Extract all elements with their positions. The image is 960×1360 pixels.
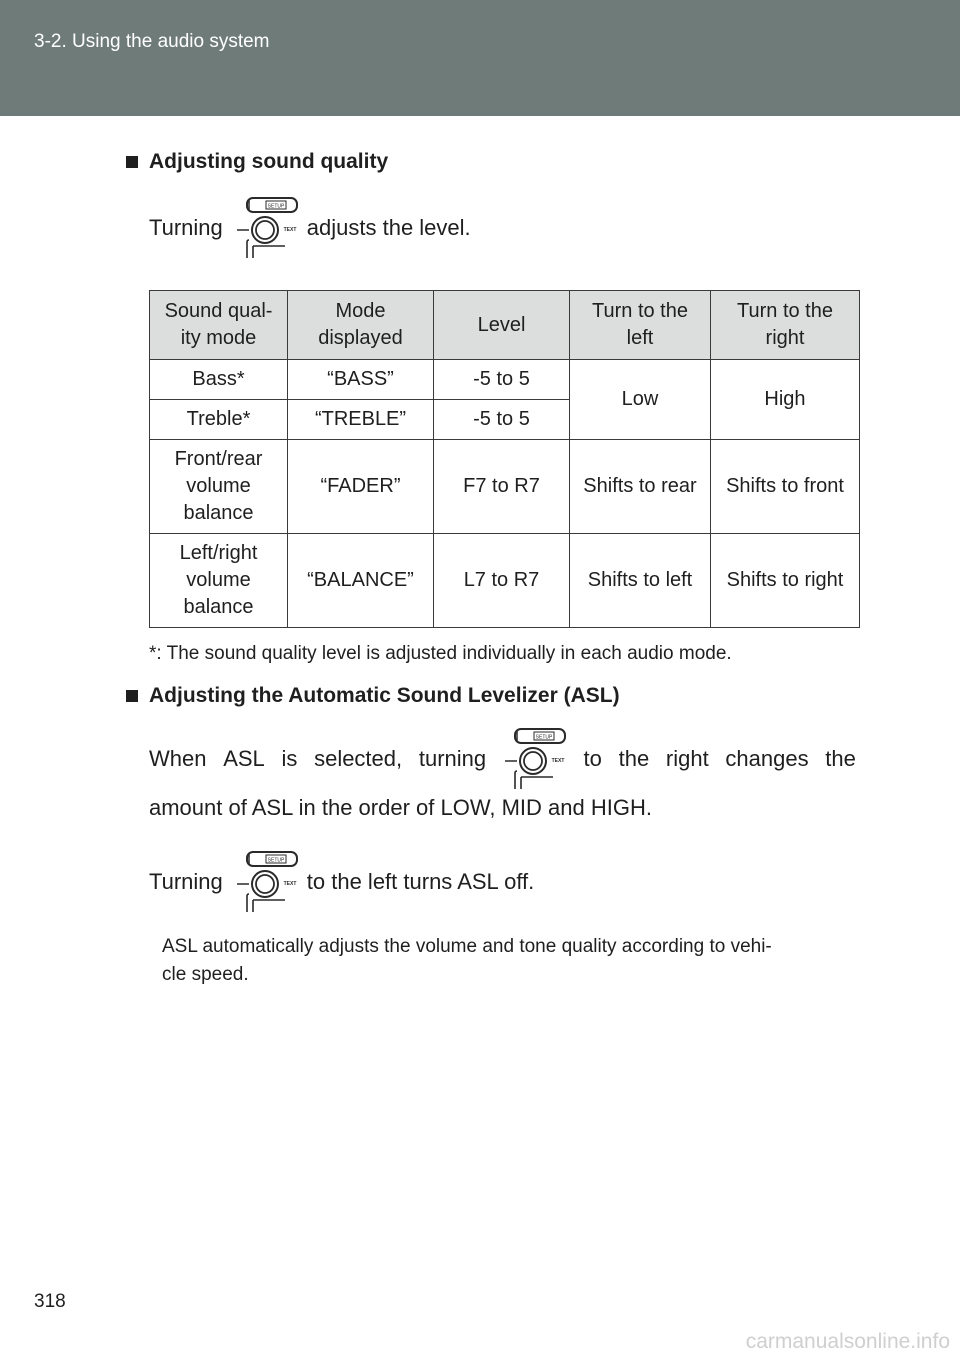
word: the	[825, 746, 856, 771]
turning-prefix: Turning	[149, 215, 223, 240]
table-cell-merged: Low	[570, 360, 711, 440]
table-cell: Shifts to rear	[570, 440, 711, 534]
word: changes	[725, 746, 809, 771]
turning-prefix: Turning	[149, 869, 223, 894]
sound-quality-table	[149, 290, 860, 628]
table-cell: “FADER”	[288, 440, 434, 534]
table-cell: -5 to 5	[434, 400, 570, 440]
turning-suffix: to the left turns ASL off.	[306, 869, 535, 894]
word: the	[618, 746, 650, 771]
table-cell: Shifts to front	[711, 440, 860, 534]
word: right	[665, 746, 709, 771]
tune-knob-icon	[235, 196, 299, 260]
heading-text: Adjusting the Automatic Sound Levelizer (ASL)	[149, 684, 620, 707]
heading-text: Adjusting sound quality	[149, 150, 389, 173]
table-cell: “TREBLE”	[288, 400, 434, 440]
square-bullet-icon	[126, 156, 138, 168]
table-cell-merged: High	[711, 360, 860, 440]
table-footnote: *: The sound quality level is adjusted individually in each audio mode.	[149, 643, 732, 664]
page-number: 318	[34, 1291, 66, 1312]
square-bullet-icon	[126, 690, 138, 702]
turning-suffix: adjusts the level.	[306, 215, 471, 240]
asl-line-2: amount of ASL in the order of LOW, MID and HIGH.	[149, 795, 652, 820]
watermark: carmanualsonline.info	[745, 1330, 950, 1353]
tune-knob-icon	[503, 727, 567, 791]
section-heading-asl	[126, 684, 620, 708]
table-cell: -5 to 5	[434, 360, 570, 400]
table-row	[150, 534, 860, 628]
table-cell: Shifts to left	[570, 534, 711, 628]
table-row	[150, 360, 860, 400]
header-title: 3-2. Using the audio system	[34, 31, 270, 52]
column-header: Sound qual- ity mode	[150, 291, 288, 360]
asl-off-instruction	[149, 850, 534, 914]
word: to	[583, 746, 602, 771]
word: selected,	[314, 746, 403, 771]
table-cell: Front/rear volume balance	[150, 440, 288, 534]
column-header: Turn to the right	[711, 291, 860, 360]
table-cell: Bass*	[150, 360, 288, 400]
word: turning	[418, 746, 487, 771]
table-cell: F7 to R7	[434, 440, 570, 534]
word: ASL	[223, 746, 265, 771]
column-header: Mode displayed	[288, 291, 434, 360]
table-cell: Shifts to right	[711, 534, 860, 628]
table-header-row	[150, 291, 860, 360]
table-cell: L7 to R7	[434, 534, 570, 628]
table-cell: “BASS”	[288, 360, 434, 400]
asl-line-1	[149, 727, 856, 791]
turning-instruction	[149, 196, 471, 260]
word: is	[281, 746, 298, 771]
table-cell: Treble*	[150, 400, 288, 440]
table-cell: “BALANCE”	[288, 534, 434, 628]
word: When	[149, 746, 207, 771]
column-header: Turn to the left	[570, 291, 711, 360]
section-heading-sound-quality	[126, 150, 388, 174]
asl-note: ASL automatically adjusts the volume and tone quality according to vehi- cle speed.	[162, 936, 772, 985]
page-header	[0, 0, 960, 116]
table-row	[150, 440, 860, 534]
tune-knob-icon	[235, 850, 299, 914]
column-header: Level	[434, 291, 570, 360]
table-cell: Left/right volume balance	[150, 534, 288, 628]
